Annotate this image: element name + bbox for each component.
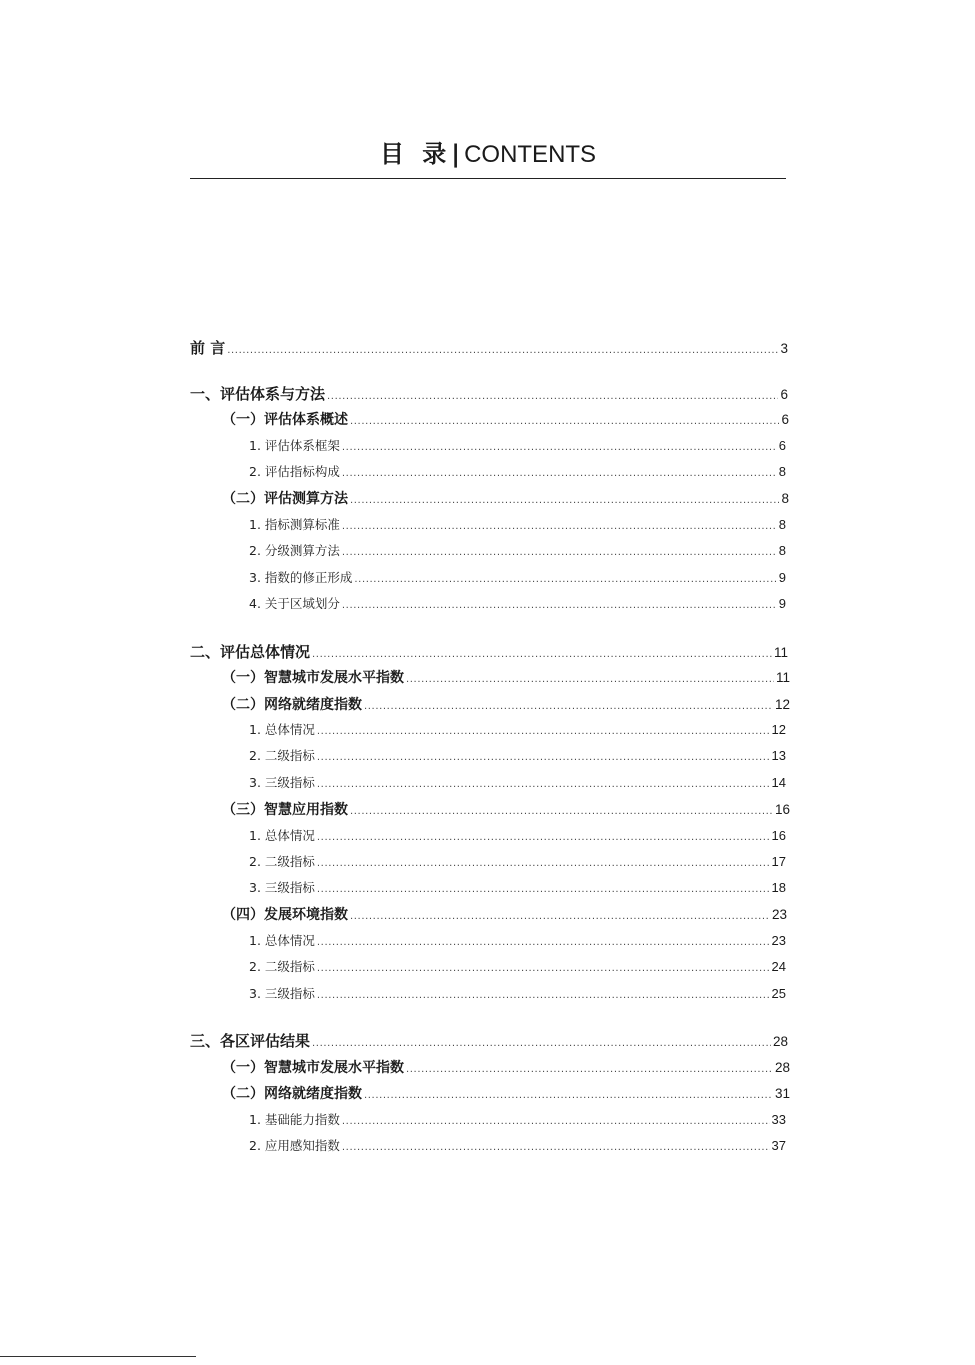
dot-leader — [312, 645, 772, 665]
toc-entry[interactable] — [249, 746, 786, 766]
dot-leader — [317, 828, 770, 848]
toc-entry-label: （二）网络就绪度指数 — [222, 1086, 362, 1102]
dot-leader — [350, 802, 773, 822]
toc-entry-label: 2. 二级指标 — [249, 748, 315, 763]
toc-entry-page-number: 6 — [781, 412, 789, 427]
toc-entry[interactable] — [222, 668, 790, 688]
toc-entry[interactable] — [222, 695, 790, 715]
dot-leader — [350, 907, 770, 927]
toc-entry[interactable] — [190, 1031, 788, 1051]
dot-leader — [342, 438, 777, 458]
toc-entry[interactable] — [190, 642, 788, 662]
dot-leader — [317, 775, 770, 795]
toc-entry-page-number: 28 — [774, 1060, 790, 1075]
toc-entry-label: 2. 二级指标 — [249, 854, 315, 869]
toc-entry-page-number: 31 — [774, 1086, 790, 1101]
dot-leader — [342, 517, 777, 537]
dot-leader — [317, 933, 770, 953]
title-english: CONTENTS — [464, 141, 597, 168]
dot-leader — [317, 959, 770, 979]
toc-entry[interactable] — [249, 957, 786, 977]
toc-entry-page-number: 37 — [771, 1138, 786, 1153]
toc-entry-label: 2. 应用感知指数 — [249, 1138, 340, 1153]
dot-leader — [317, 854, 770, 874]
toc-entry-page-number: 33 — [771, 1112, 786, 1127]
dot-leader — [364, 1086, 773, 1106]
dot-leader — [342, 1138, 770, 1158]
toc-entry[interactable] — [249, 852, 786, 872]
toc-entry-label: 1. 基础能力指数 — [249, 1112, 340, 1127]
toc-entry-label: 3. 指数的修正形成 — [249, 570, 353, 585]
toc-entry-page-number: 28 — [772, 1034, 788, 1049]
toc-entry-page-number: 17 — [771, 854, 786, 869]
toc-entry[interactable] — [222, 800, 790, 820]
toc-entry[interactable] — [222, 1058, 790, 1078]
dot-leader — [342, 543, 777, 563]
toc-entry-page-number: 12 — [771, 722, 786, 737]
toc-entry[interactable] — [222, 410, 789, 430]
toc-entry[interactable] — [249, 878, 786, 898]
toc-entry-page-number: 18 — [771, 880, 786, 895]
dot-leader — [227, 341, 778, 361]
toc-entry-page-number: 24 — [771, 959, 786, 974]
dot-leader — [317, 722, 770, 742]
toc-entry[interactable] — [249, 1136, 786, 1156]
toc-entry-label: （二）网络就绪度指数 — [222, 697, 362, 713]
toc-entry-page-number: 16 — [771, 828, 786, 843]
dot-leader — [342, 596, 777, 616]
toc-entry-label: 2. 二级指标 — [249, 959, 315, 974]
toc-entry[interactable] — [249, 594, 786, 614]
toc-entry-page-number: 6 — [778, 438, 786, 453]
toc-entry[interactable] — [249, 436, 786, 456]
toc-entry-page-number: 6 — [780, 387, 788, 402]
dot-leader — [364, 697, 773, 717]
title-separator: | — [451, 140, 461, 168]
toc-entry-label: 三、各区评估结果 — [190, 1032, 311, 1050]
toc-entry-page-number: 11 — [773, 645, 788, 660]
dot-leader — [354, 570, 776, 590]
toc-entry-page-number: 8 — [778, 543, 786, 558]
toc-entry-page-number: 16 — [774, 802, 790, 817]
toc-entry[interactable] — [222, 489, 789, 509]
toc-entry-page-number: 13 — [771, 748, 786, 763]
toc-entry-label: 1. 评估体系框架 — [249, 438, 340, 453]
toc-entry[interactable] — [190, 384, 788, 404]
dot-leader — [327, 387, 778, 407]
footer-rule — [0, 1356, 196, 1357]
toc-entry-label: 3. 三级指标 — [249, 775, 315, 790]
toc-entry[interactable] — [249, 568, 786, 588]
toc-entry[interactable] — [190, 338, 788, 358]
toc-entry[interactable] — [249, 773, 786, 793]
toc-entry-label: 2. 评估指标构成 — [249, 464, 340, 479]
toc-entry-label: 1. 总体情况 — [249, 828, 315, 843]
toc-entry-page-number: 14 — [771, 775, 786, 790]
toc-entry[interactable] — [222, 905, 787, 925]
toc-entry-label: 一、评估体系与方法 — [190, 385, 326, 403]
toc-entry[interactable] — [249, 826, 786, 846]
title-chinese: 目 录 — [379, 140, 452, 168]
toc-entry-page-number: 9 — [778, 596, 786, 611]
dot-leader — [350, 491, 779, 511]
toc-entry[interactable] — [249, 720, 786, 740]
toc-entry[interactable] — [249, 1110, 786, 1130]
toc-entry-label: （一）智慧城市发展水平指数 — [222, 1060, 404, 1076]
toc-entry-page-number: 8 — [778, 464, 786, 479]
toc-entry-page-number: 11 — [775, 670, 790, 685]
toc-entry-page-number: 23 — [771, 933, 786, 948]
toc-entry-label: （三）智慧应用指数 — [222, 802, 348, 818]
toc-entry-label: （一）智慧城市发展水平指数 — [222, 670, 404, 686]
dot-leader — [312, 1034, 771, 1054]
dot-leader — [317, 986, 770, 1006]
toc-entry-label: 4. 关于区域划分 — [249, 596, 340, 611]
toc-entry-label: 1. 总体情况 — [249, 933, 315, 948]
toc-entry-page-number: 23 — [771, 907, 787, 922]
toc-entry-label: 2. 分级测算方法 — [249, 543, 340, 558]
toc-entry[interactable] — [249, 515, 786, 535]
dot-leader — [350, 412, 779, 432]
toc-entry-label: 前 言 — [190, 339, 226, 357]
toc-entry-label: （四）发展环境指数 — [222, 907, 348, 923]
dot-leader — [317, 748, 770, 768]
toc-entry-page-number: 3 — [780, 341, 788, 356]
toc-entry[interactable] — [249, 931, 786, 951]
toc-entry-page-number: 25 — [771, 986, 786, 1001]
toc-entry-page-number: 8 — [778, 517, 786, 532]
toc-entry-label: 1. 总体情况 — [249, 722, 315, 737]
toc-entry[interactable] — [249, 462, 786, 482]
toc-entry[interactable] — [249, 984, 786, 1004]
dot-leader — [317, 880, 770, 900]
toc-entry-page-number: 12 — [774, 697, 790, 712]
toc-entry-page-number: 8 — [781, 491, 789, 506]
dot-leader — [406, 1060, 773, 1080]
dot-leader — [406, 670, 774, 690]
dot-leader — [342, 1112, 770, 1132]
toc-entry[interactable] — [222, 1084, 790, 1104]
toc-entry-label: 3. 三级指标 — [249, 986, 315, 1001]
toc-entry-label: （一）评估体系概述 — [222, 412, 348, 428]
toc-entry-label: 1. 指标测算标准 — [249, 517, 340, 532]
toc-entry[interactable] — [249, 541, 786, 561]
toc-entry-page-number: 9 — [778, 570, 786, 585]
toc-entry-label: （二）评估测算方法 — [222, 491, 348, 507]
toc-entry-label: 二、评估总体情况 — [190, 643, 311, 661]
dot-leader — [342, 464, 777, 484]
toc-entry-label: 3. 三级指标 — [249, 880, 315, 895]
